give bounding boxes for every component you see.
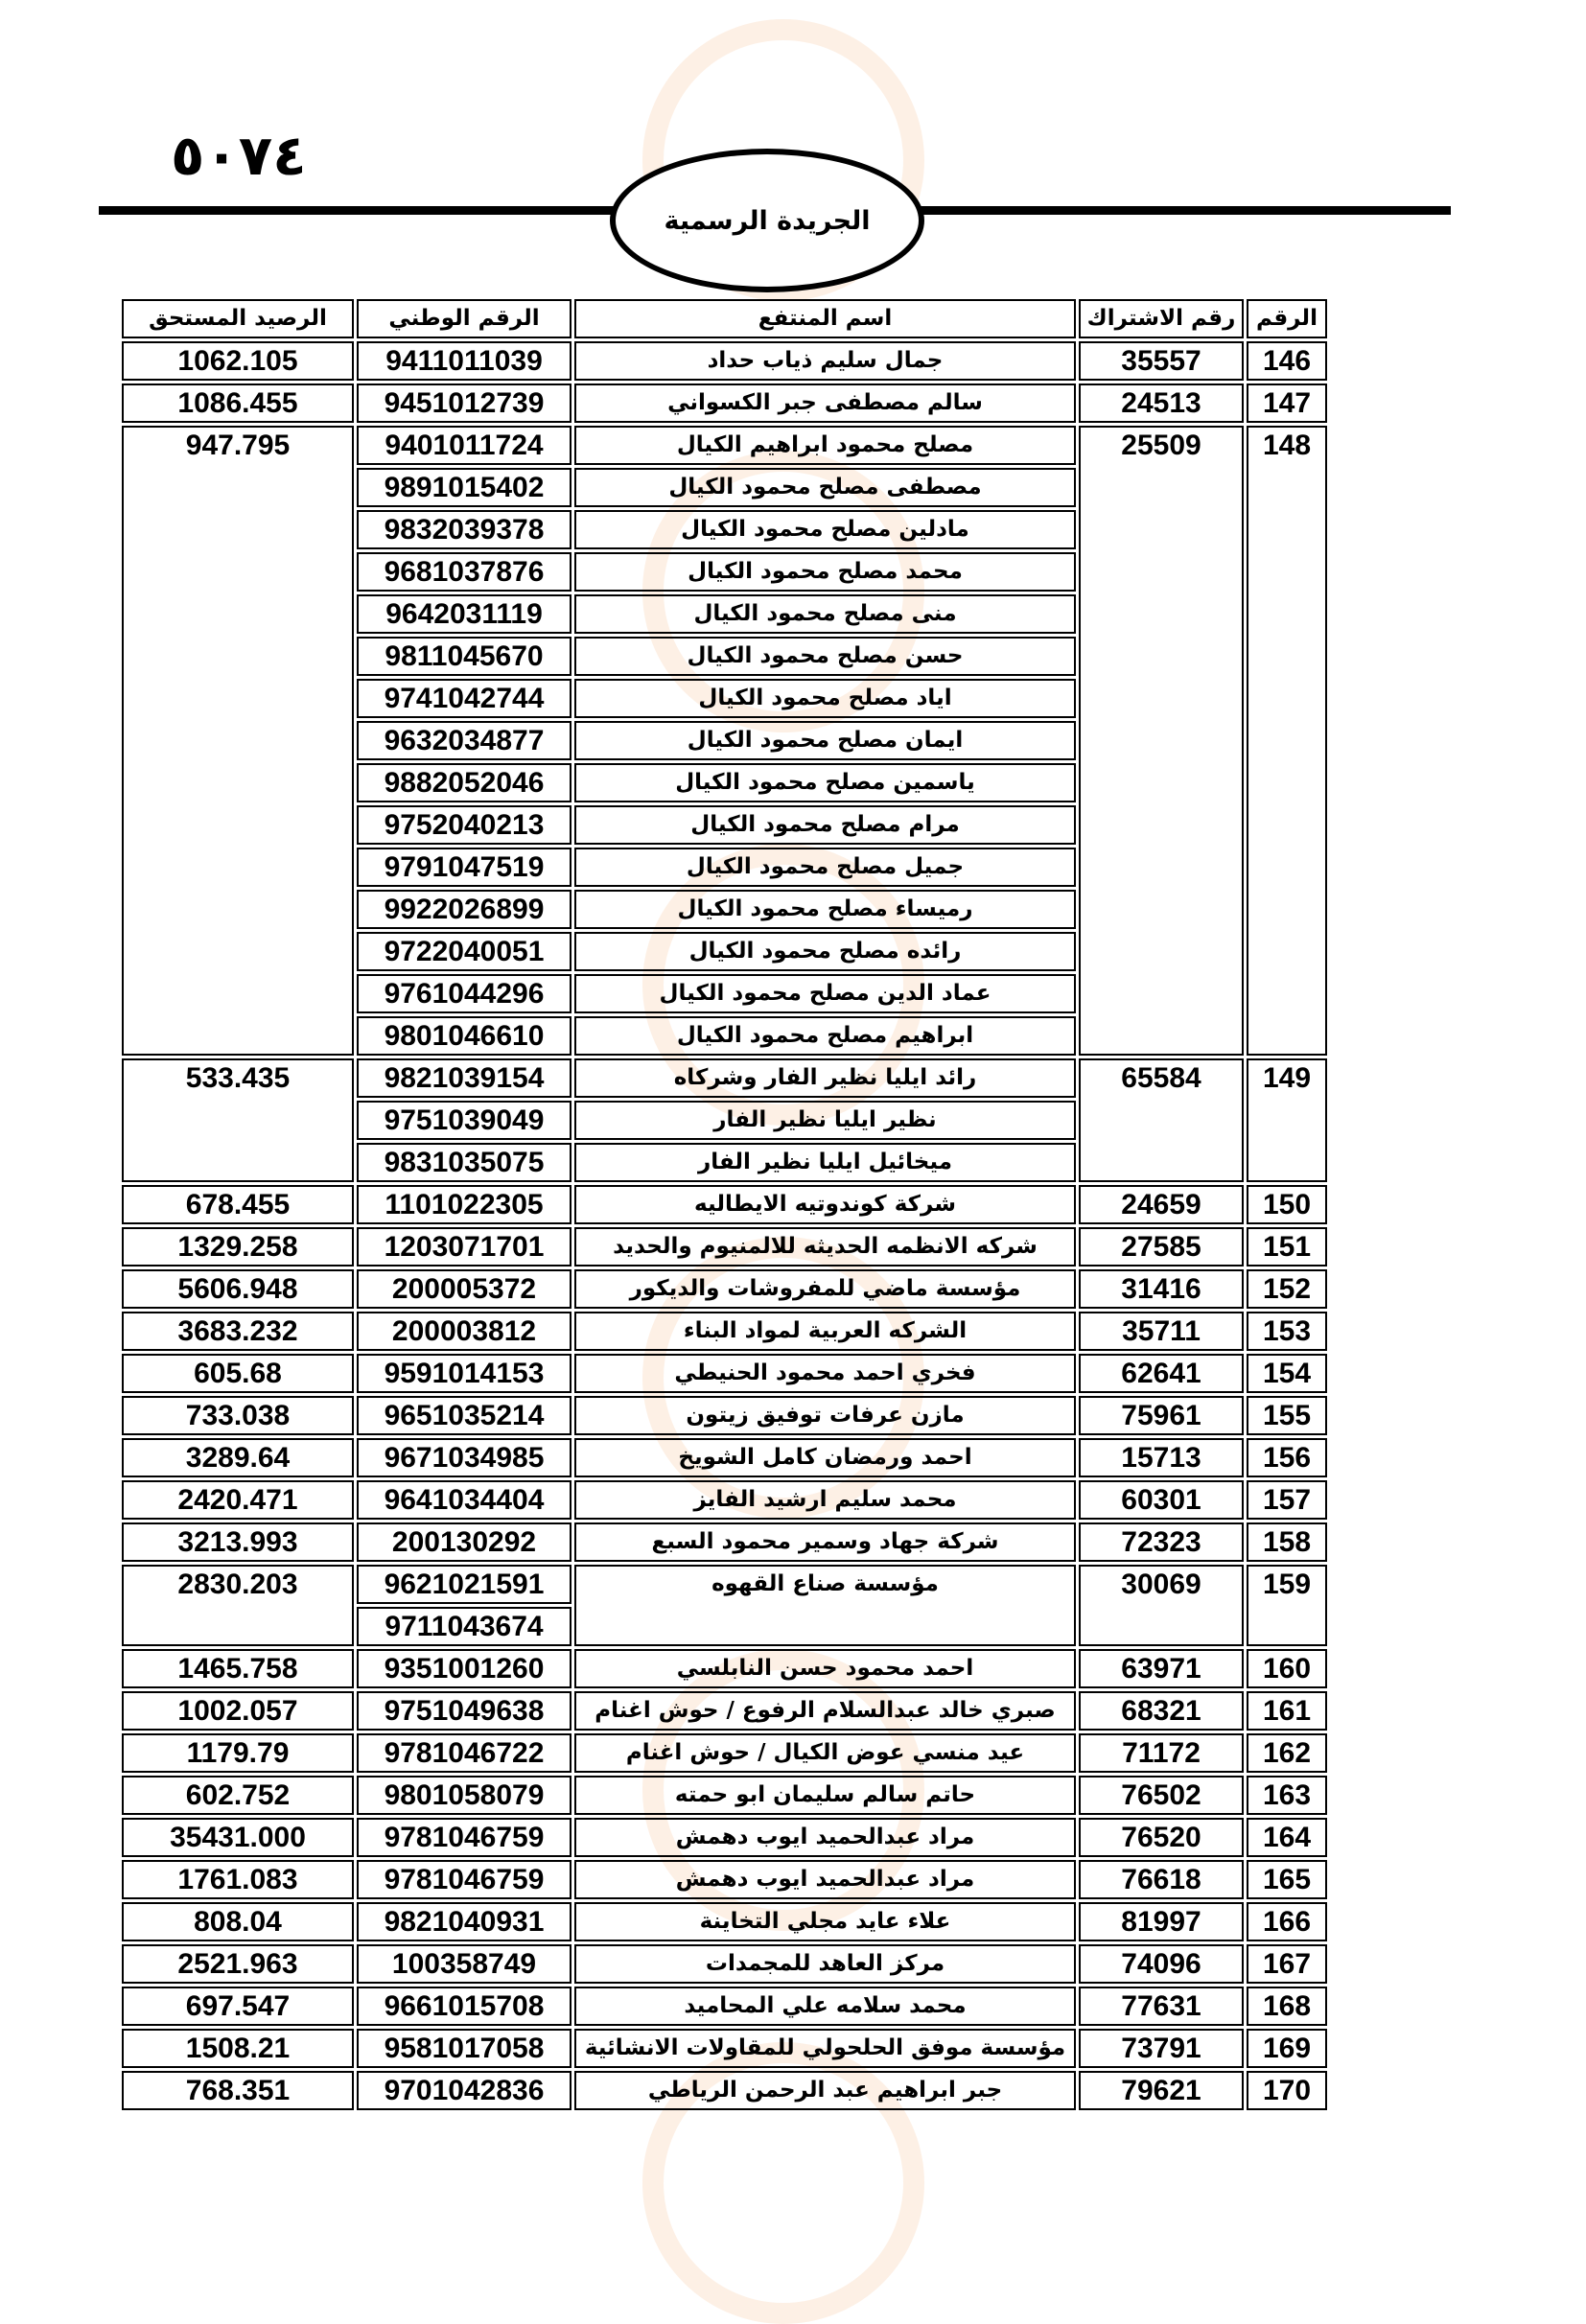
beneficiary-name: صبري خالد عبدالسلام الرفوع / حوش اغنام (574, 1691, 1076, 1731)
national-id: 9751049638 (357, 1691, 571, 1731)
subscription-number: 77631 (1079, 1987, 1244, 2026)
record-number: 154 (1247, 1354, 1327, 1393)
beneficiary-name: محمد سلامه علي المحاميد (574, 1987, 1076, 2026)
table-row (122, 1480, 1327, 1520)
table-row (122, 2071, 1327, 2110)
beneficiary-name: ايمان مصلح محمود الكيال (574, 721, 1076, 760)
national-id: 9891015402 (357, 468, 571, 507)
subscription-number: 15713 (1079, 1438, 1244, 1477)
national-id: 9791047519 (357, 848, 571, 887)
beneficiary-name: ياسمين مصلح محمود الكيال (574, 763, 1076, 802)
beneficiary-name: الشركه العربية لمواد البناء (574, 1312, 1076, 1351)
record-number: 160 (1247, 1649, 1327, 1688)
table-row (122, 1987, 1327, 2026)
beneficiary-name: محمد مصلح محمود الكيال (574, 552, 1076, 592)
beneficiary-name: اياد مصلح محمود الكيال (574, 679, 1076, 718)
national-id: 100358749 (357, 1944, 571, 1984)
balance-due: 3213.993 (122, 1522, 354, 1562)
beneficiary-name: حاتم سالم سليمان ابو حمته (574, 1776, 1076, 1815)
national-id: 1203071701 (357, 1227, 571, 1267)
table-row (122, 1818, 1327, 1857)
record-number: 170 (1247, 2071, 1327, 2110)
beneficiary-name: عيد منسي عوض الكيال / حوش اغنام (574, 1733, 1076, 1773)
record-number: 155 (1247, 1396, 1327, 1435)
table-row (122, 1860, 1327, 1899)
subscription-number: 24659 (1079, 1185, 1244, 1224)
column-header-beneficiary-name: اسم المنتفع (574, 299, 1076, 338)
column-header-national-id: الرقم الوطني (357, 299, 571, 338)
table-row (122, 1396, 1327, 1435)
balance-due: 533.435 (122, 1058, 354, 1182)
subscription-number: 76502 (1079, 1776, 1244, 1815)
national-id: 9821040931 (357, 1902, 571, 1941)
national-id: 9641034404 (357, 1480, 571, 1520)
subscription-number: 25509 (1079, 426, 1244, 1056)
beneficiaries-table (119, 296, 1330, 2113)
beneficiary-name: مؤسسة صناع القهوه (574, 1565, 1076, 1646)
beneficiary-name: مؤسسة موفق الحلحولي للمقاولات الانشائية (574, 2029, 1076, 2068)
balance-due: 768.351 (122, 2071, 354, 2110)
national-id: 9922026899 (357, 890, 571, 929)
national-id: 9681037876 (357, 552, 571, 592)
beneficiary-name: جبر ابراهيم عبد الرحمن الرياطي (574, 2071, 1076, 2110)
table-row (122, 1227, 1327, 1267)
subscription-number: 72323 (1079, 1522, 1244, 1562)
record-number: 151 (1247, 1227, 1327, 1267)
page-number: ٥٠٧٤ (171, 123, 307, 188)
balance-due: 3289.64 (122, 1438, 354, 1477)
column-header-balance: الرصيد المستحق (122, 299, 354, 338)
balance-due: 605.68 (122, 1354, 354, 1393)
header-emblem (610, 149, 924, 292)
record-number: 166 (1247, 1902, 1327, 1941)
national-id: 9722040051 (357, 932, 571, 971)
table-row (122, 1312, 1327, 1351)
record-number: 152 (1247, 1269, 1327, 1309)
national-id: 9761044296 (357, 974, 571, 1013)
balance-due: 733.038 (122, 1396, 354, 1435)
table-row (122, 2029, 1327, 2068)
national-id: 9781046759 (357, 1860, 571, 1899)
national-id: 200005372 (357, 1269, 571, 1309)
table-row (122, 1944, 1327, 1984)
national-id: 9351001260 (357, 1649, 571, 1688)
record-number: 168 (1247, 1987, 1327, 2026)
balance-due: 2830.203 (122, 1565, 354, 1646)
beneficiary-name: شركة كوندوتيه الايطاليه (574, 1185, 1076, 1224)
beneficiary-name: ميخائيل ايليا نظير الفار (574, 1143, 1076, 1182)
table-row (122, 1691, 1327, 1731)
national-id: 9701042836 (357, 2071, 571, 2110)
balance-due: 2420.471 (122, 1480, 354, 1520)
beneficiary-name: مادلين مصلح محمود الكيال (574, 510, 1076, 549)
subscription-number: 68321 (1079, 1691, 1244, 1731)
record-number: 156 (1247, 1438, 1327, 1477)
record-number: 153 (1247, 1312, 1327, 1351)
record-number: 164 (1247, 1818, 1327, 1857)
balance-due: 1761.083 (122, 1860, 354, 1899)
record-number: 158 (1247, 1522, 1327, 1562)
table-row (122, 383, 1327, 423)
table-row (122, 1733, 1327, 1773)
national-id: 9801058079 (357, 1776, 571, 1815)
table-row (122, 1902, 1327, 1941)
table-header-row (122, 299, 1327, 338)
publication-title: الجريدة الرسمية (664, 205, 871, 236)
balance-due: 602.752 (122, 1776, 354, 1815)
beneficiary-name: ابراهيم مصلح محمود الكيال (574, 1016, 1076, 1056)
balance-due: 808.04 (122, 1902, 354, 1941)
national-id: 9741042744 (357, 679, 571, 718)
balance-due: 678.455 (122, 1185, 354, 1224)
table-row (122, 1185, 1327, 1224)
subscription-number: 27585 (1079, 1227, 1244, 1267)
subscription-number: 62641 (1079, 1354, 1244, 1393)
record-number: 169 (1247, 2029, 1327, 2068)
beneficiary-name: علاء عايد مجلي التخاينة (574, 1902, 1076, 1941)
subscription-number: 65584 (1079, 1058, 1244, 1182)
balance-due: 1465.758 (122, 1649, 354, 1688)
beneficiary-name: شركة جهاد وسمير محمود السبع (574, 1522, 1076, 1562)
beneficiary-name: جمال سليم ذياب حداد (574, 341, 1076, 381)
national-id: 9671034985 (357, 1438, 571, 1477)
record-number: 167 (1247, 1944, 1327, 1984)
beneficiary-name: عماد الدين مصلح محمود الكيال (574, 974, 1076, 1013)
subscription-number: 35711 (1079, 1312, 1244, 1351)
balance-due: 3683.232 (122, 1312, 354, 1351)
table-row (122, 1776, 1327, 1815)
table-row (122, 341, 1327, 381)
national-id: 9642031119 (357, 594, 571, 634)
beneficiary-name: سالم مصطفى جبر الكسواني (574, 383, 1076, 423)
balance-due: 1329.258 (122, 1227, 354, 1267)
balance-due: 1086.455 (122, 383, 354, 423)
record-number: 162 (1247, 1733, 1327, 1773)
record-number: 149 (1247, 1058, 1327, 1182)
subscription-number: 74096 (1079, 1944, 1244, 1984)
national-id: 9651035214 (357, 1396, 571, 1435)
national-id: 9801046610 (357, 1016, 571, 1056)
record-number: 150 (1247, 1185, 1327, 1224)
record-number: 161 (1247, 1691, 1327, 1731)
table-row (122, 1058, 1327, 1098)
beneficiary-name: حسن مصلح محمود الكيال (574, 637, 1076, 676)
record-number: 147 (1247, 383, 1327, 423)
table-row (122, 1649, 1327, 1688)
table-row (122, 426, 1327, 465)
subscription-number: 31416 (1079, 1269, 1244, 1309)
national-id: 9832039378 (357, 510, 571, 549)
beneficiary-name: فخري احمد محمود الحنيطي (574, 1354, 1076, 1393)
beneficiary-name: محمد سليم ارشيد الفايز (574, 1480, 1076, 1520)
balance-due: 1062.105 (122, 341, 354, 381)
subscription-number: 81997 (1079, 1902, 1244, 1941)
balance-due: 1002.057 (122, 1691, 354, 1731)
beneficiary-name: منى مصلح محمود الكيال (574, 594, 1076, 634)
subscription-number: 79621 (1079, 2071, 1244, 2110)
national-id: 9621021591 (357, 1565, 571, 1604)
beneficiary-name: مصلح محمود ابراهيم الكيال (574, 426, 1076, 465)
beneficiary-name: مازن عرفات توفيق زيتون (574, 1396, 1076, 1435)
record-number: 148 (1247, 426, 1327, 1056)
subscription-number: 35557 (1079, 341, 1244, 381)
national-id: 9781046759 (357, 1818, 571, 1857)
balance-due: 35431.000 (122, 1818, 354, 1857)
column-header-number: الرقم (1247, 299, 1327, 338)
record-number: 159 (1247, 1565, 1327, 1646)
national-id: 9401011724 (357, 426, 571, 465)
beneficiary-name: رائد ايليا نظير الفار وشركاه (574, 1058, 1076, 1098)
subscription-number: 76618 (1079, 1860, 1244, 1899)
beneficiary-name: مرام مصلح محمود الكيال (574, 805, 1076, 845)
beneficiary-name: مراد عبدالحميد ايوب دهمش (574, 1860, 1076, 1899)
column-header-subscription: رقم الاشتراك (1079, 299, 1244, 338)
balance-due: 5606.948 (122, 1269, 354, 1309)
table-row (122, 1522, 1327, 1562)
record-number: 165 (1247, 1860, 1327, 1899)
national-id: 9632034877 (357, 721, 571, 760)
table-row (122, 1269, 1327, 1309)
subscription-number: 60301 (1079, 1480, 1244, 1520)
subscription-number: 73791 (1079, 2029, 1244, 2068)
subscription-number: 76520 (1079, 1818, 1244, 1857)
national-id: 9581017058 (357, 2029, 571, 2068)
record-number: 157 (1247, 1480, 1327, 1520)
table-row (122, 1354, 1327, 1393)
balance-due: 947.795 (122, 426, 354, 1056)
national-id: 9831035075 (357, 1143, 571, 1182)
balance-due: 697.547 (122, 1987, 354, 2026)
national-id: 1101022305 (357, 1185, 571, 1224)
beneficiary-name: نظير ايليا نظير الفار (574, 1101, 1076, 1140)
balance-due: 1508.21 (122, 2029, 354, 2068)
beneficiary-name: شركه الانظمه الحديثه للالمنيوم والحديد (574, 1227, 1076, 1267)
beneficiary-name: مراد عبدالحميد ايوب دهمش (574, 1818, 1076, 1857)
national-id: 9781046722 (357, 1733, 571, 1773)
record-number: 146 (1247, 341, 1327, 381)
beneficiary-name: احمد ورمضان كامل الشويخ (574, 1438, 1076, 1477)
subscription-number: 71172 (1079, 1733, 1244, 1773)
national-id: 9711043674 (357, 1607, 571, 1646)
subscription-number: 30069 (1079, 1565, 1244, 1646)
subscription-number: 75961 (1079, 1396, 1244, 1435)
beneficiary-name: احمد محمود حسن النابلسي (574, 1649, 1076, 1688)
national-id: 9751039049 (357, 1101, 571, 1140)
subscription-number: 24513 (1079, 383, 1244, 423)
national-id: 9811045670 (357, 637, 571, 676)
beneficiary-name: مؤسسة ماضي للمفروشات والديكور (574, 1269, 1076, 1309)
record-number: 163 (1247, 1776, 1327, 1815)
balance-due: 2521.963 (122, 1944, 354, 1984)
national-id: 9882052046 (357, 763, 571, 802)
national-id: 9821039154 (357, 1058, 571, 1098)
national-id: 9451012739 (357, 383, 571, 423)
national-id: 9591014153 (357, 1354, 571, 1393)
beneficiary-name: رائده مصلح محمود الكيال (574, 932, 1076, 971)
beneficiary-name: مصطفى مصلح محمود الكيال (574, 468, 1076, 507)
beneficiary-name: جميل مصلح محمود الكيال (574, 848, 1076, 887)
national-id: 9752040213 (357, 805, 571, 845)
table-row (122, 1565, 1327, 1604)
national-id: 200003812 (357, 1312, 571, 1351)
national-id: 200130292 (357, 1522, 571, 1562)
national-id: 9661015708 (357, 1987, 571, 2026)
national-id: 9411011039 (357, 341, 571, 381)
balance-due: 1179.79 (122, 1733, 354, 1773)
beneficiary-name: مركز العاهد للمجمدات (574, 1944, 1076, 1984)
table-row (122, 1438, 1327, 1477)
subscription-number: 63971 (1079, 1649, 1244, 1688)
beneficiary-name: رميساء مصلح محمود الكيال (574, 890, 1076, 929)
